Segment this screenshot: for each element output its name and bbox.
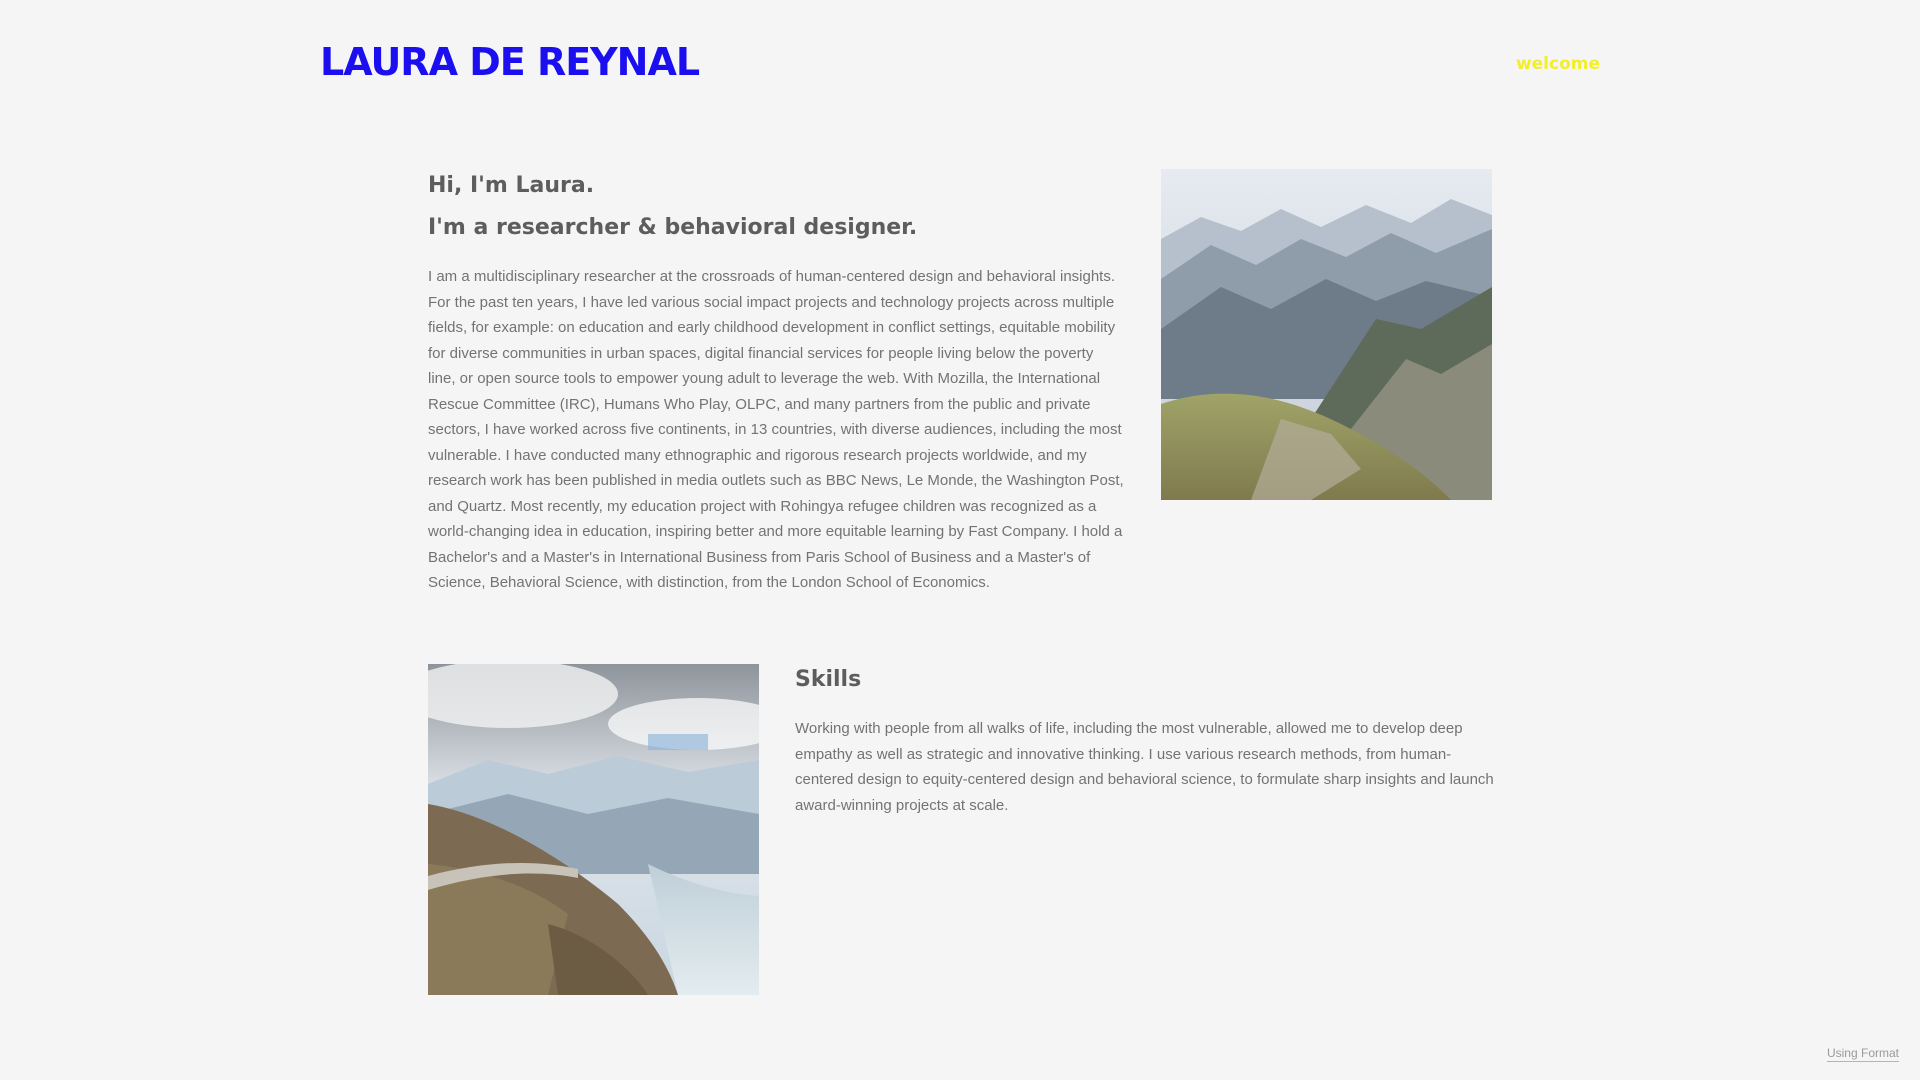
- intro-greeting: Hi, I'm Laura.: [428, 173, 595, 198]
- mountain-ridge-illustration: [1161, 169, 1492, 500]
- using-format-link[interactable]: Using Format: [1826, 1046, 1899, 1060]
- intro-tagline: I'm a researcher & behavioral designer.: [428, 215, 918, 240]
- site-logo-link[interactable]: LAURA DE REYNAL: [320, 40, 700, 84]
- nav-link-welcome[interactable]: welcome: [1515, 54, 1600, 74]
- lake-road-illustration: [428, 664, 759, 995]
- skills-section: [795, 664, 1495, 818]
- lake-road-photo: [428, 664, 759, 995]
- skills-title: Skills: [795, 667, 862, 692]
- skills-body: Working with people from all walks of life, including the most vulnerable, allowed me to develop deep empathy as well as strategic and innovative thinking. I use various research methods, from human-centered design to equity-centered design and behavioral science, to formulate sharp insights and launch award-winning projects at scale.: [795, 720, 1494, 814]
- intro-body: I am a multidisciplinary researcher at the crossroads of human-centered design and behavioral insights. For the past ten years, I have led various social impact projects and technology projects across multiple fields, for example: on education and early childhood development in conflict settings, equitable mobility for diverse communities in urban spaces, digital financial services for people living below the poverty line, or open source tools to empower young adult to leverage the web. With Mozilla, the International Rescue Committee (IRC), Humans Who Play, OLPC, and many partners from the public and private sectors, I have worked across five continents, in 13 countries, with diverse audiences, including the most vulnerable. I have conducted many ethnographic and rigorous research projects worldwide, and my research work has been published in media outlets such as BBC News, Le Monde, the Washington Post, and Quartz. Most recently, my education project with Rohingya refugee children was recognized as a world-changing idea in education, inspiring better and more equitable learning by Fast Company. I hold a Bachelor's and a Master's in International Business from Paris School of Business and a Master's of Science, Behavioral Science, with distinction, from the London School of Economics.: [428, 268, 1124, 591]
- intro-section: [428, 170, 1124, 596]
- mountain-ridge-photo: [1161, 169, 1492, 500]
- site-header: [320, 38, 1600, 88]
